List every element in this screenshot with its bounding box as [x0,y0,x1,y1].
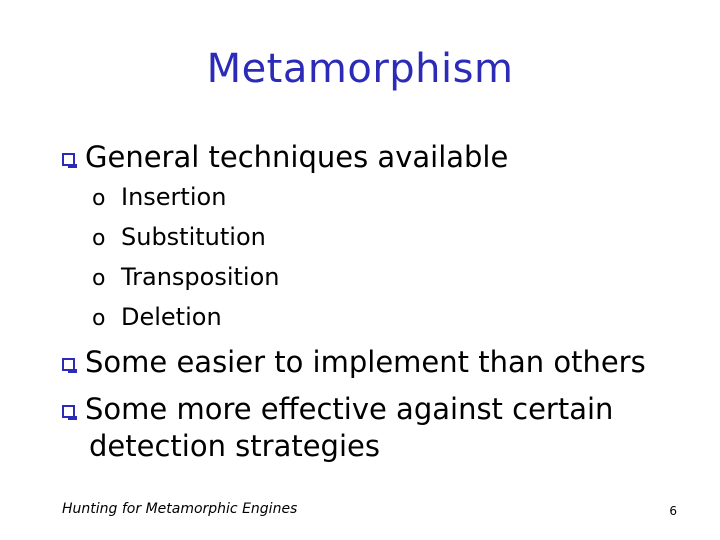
subitem-substitution [92,222,266,254]
bullet-some-more-effective [62,392,613,426]
subitem-text: Insertion [121,183,227,211]
subitem-text: Substitution [121,223,266,251]
subitem-marker: o [92,226,106,251]
bullet-text: Some easier to implement than others [85,345,646,379]
page-number: 6 [669,504,677,518]
subitem-text: Deletion [121,303,222,331]
subitem-transposition [92,262,279,294]
bullet-continuation: detection strategies [89,429,380,463]
bullet-text: General techniques available [85,140,509,174]
subitem-deletion [92,302,222,334]
subitem-insertion [92,182,226,214]
bullet-general-techniques [62,140,508,174]
square-bullet-icon [62,358,75,371]
subitem-text: Transposition [121,263,280,291]
subitem-marker: o [92,186,106,211]
slide-footer: Hunting for Metamorphic Engines [62,501,298,517]
subitem-marker: o [92,266,106,291]
slide-title: Metamorphism [206,46,514,92]
square-bullet-icon [62,405,75,418]
subitem-marker: o [92,306,106,331]
bullet-text: Some more effective against certain [85,392,614,426]
square-bullet-icon [62,153,75,166]
bullet-some-easier [62,345,646,379]
